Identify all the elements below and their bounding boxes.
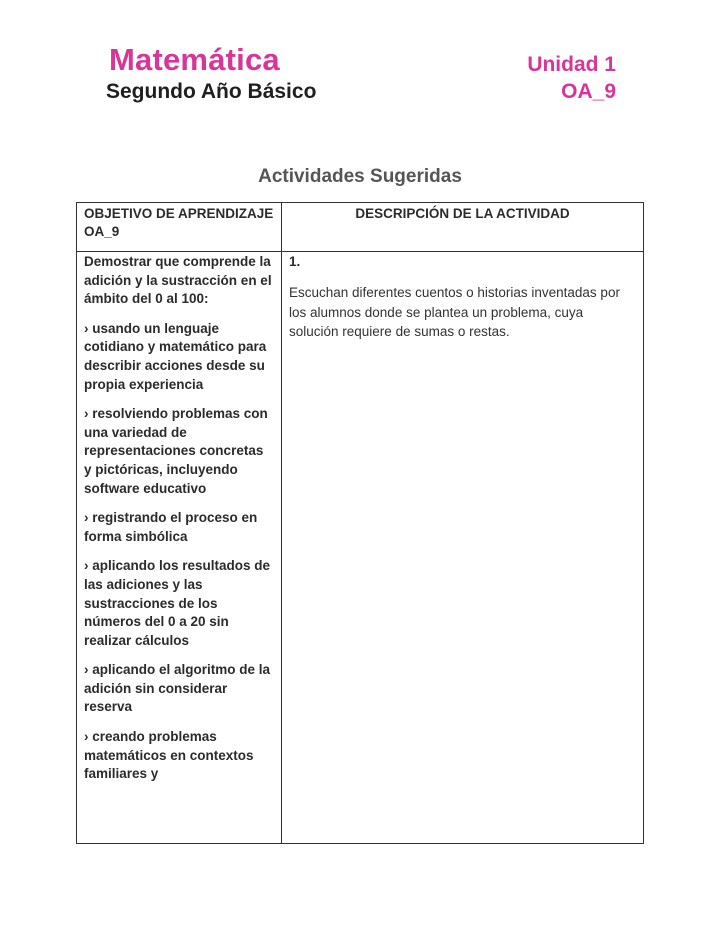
subject-title: Matemática [109, 42, 280, 77]
activities-table [76, 202, 644, 844]
table-header-row [77, 203, 644, 252]
objective-item: › registrando el proceso en forma simbólica [84, 510, 258, 544]
objective-item: › resolviendo problemas con una variedad de representaciones concretas y pictóricas, incluyendo software educativo [84, 406, 268, 496]
objective-cell [77, 252, 282, 844]
unit-label: Unidad 1 [527, 53, 616, 76]
objective-item: › aplicando el algoritmo de la adición sin considerar reserva [84, 662, 271, 715]
objective-item: › creando problemas matemáticos en contextos familiares y [84, 729, 254, 782]
header-objective: OBJETIVO DE APRENDIZAJE OA_9 [77, 203, 282, 252]
objective-item: › usando un lenguaje cotidiano y matemático para describir acciones desde su propia experiencia [84, 320, 267, 392]
table-body-row [77, 252, 644, 844]
activity-number: 1. [289, 254, 301, 269]
grade-title: Segundo Año Básico [106, 80, 317, 103]
objective-item: › aplicando los resultados de las adiciones y las sustracciones de los números del 0 a 20 sin realizar cálculos [84, 558, 271, 648]
section-title: Actividades Sugeridas [258, 166, 462, 187]
activity-description: Escuchan diferentes cuentos o historias inventadas por los alumnos donde se plantea un problema, cuya solución requiere de sumas o restas. [289, 285, 620, 340]
objective-code: OA_9 [561, 80, 616, 103]
header-description: DESCRIPCIÓN DE LA ACTIVIDAD [282, 203, 644, 252]
activity-cell [282, 252, 644, 844]
objective-intro: Demostrar que comprende la adición y la sustracción en el ámbito del 0 al 100: [84, 254, 272, 307]
